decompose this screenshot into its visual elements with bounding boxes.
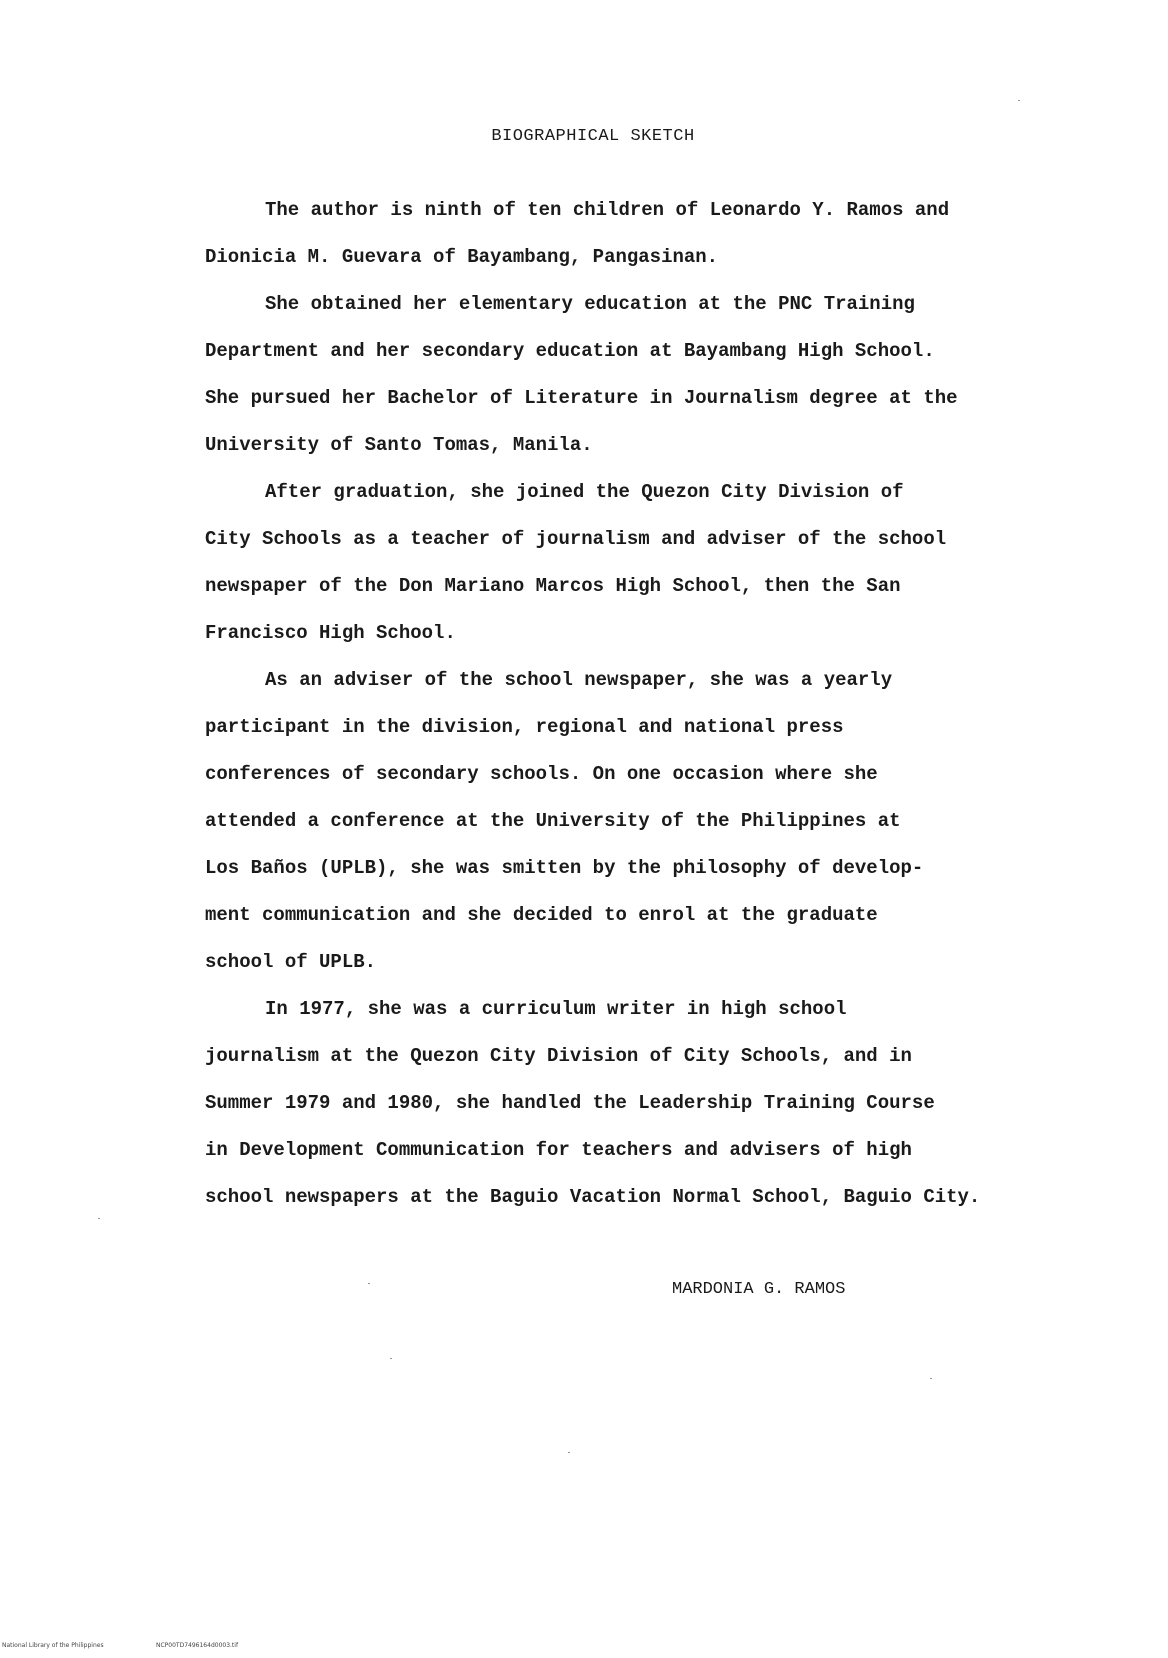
scan-speck [568, 1452, 570, 1453]
body-line: University of Santo Tomas, Manila. [205, 434, 593, 456]
body-line: conferences of secondary schools. On one occasion where she [205, 763, 878, 785]
body-line: ment communication and she decided to enrol at the graduate [205, 904, 878, 926]
body-line: Francisco High School. [205, 622, 456, 644]
scan-speck [98, 1218, 100, 1219]
body-line: journalism at the Quezon City Division of City Schools, and in [205, 1045, 912, 1067]
body-line: Summer 1979 and 1980, she handled the Leadership Training Course [205, 1092, 935, 1114]
body-line: Department and her secondary education at Bayambang High School. [205, 340, 935, 362]
body-line: in Development Communication for teachers and advisers of high [205, 1139, 912, 1161]
body-line: As an adviser of the school newspaper, she was a yearly [265, 669, 893, 691]
body-line: She obtained her elementary education at the PNC Training [265, 293, 915, 315]
scan-speck [930, 1378, 932, 1379]
scan-speck [390, 1358, 392, 1359]
author-signature: MARDONIA G. RAMOS [672, 1280, 846, 1299]
body-line: newspaper of the Don Mariano Marcos High School, then the San [205, 575, 901, 597]
body-line: After graduation, she joined the Quezon City Division of [265, 481, 904, 503]
scan-speck [1018, 100, 1020, 101]
scan-speck [368, 1283, 370, 1284]
footer-library-label: National Library of the Philippines [2, 1642, 104, 1649]
body-line: The author is ninth of ten children of Leonardo Y. Ramos and [265, 199, 950, 221]
body-line: She pursued her Bachelor of Literature in Journalism degree at the [205, 387, 958, 409]
body-line: attended a conference at the University of the Philippines at [205, 810, 901, 832]
body-line: Los Baños (UPLB), she was smitten by the philosophy of develop- [205, 857, 924, 879]
body-line: participant in the division, regional and national press [205, 716, 844, 738]
body-line: In 1977, she was a curriculum writer in high school [265, 998, 847, 1020]
body-line: City Schools as a teacher of journalism and adviser of the school [205, 528, 947, 550]
body-line: school of UPLB. [205, 951, 377, 973]
body-line: Dionicia M. Guevara of Bayambang, Pangasinan. [205, 246, 719, 268]
footer-file-label: NCP00TD7496164d0003.tif [156, 1642, 239, 1649]
document-title: BIOGRAPHICAL SKETCH [491, 127, 695, 146]
body-line: school newspapers at the Baguio Vacation Normal School, Baguio City. [205, 1186, 981, 1208]
